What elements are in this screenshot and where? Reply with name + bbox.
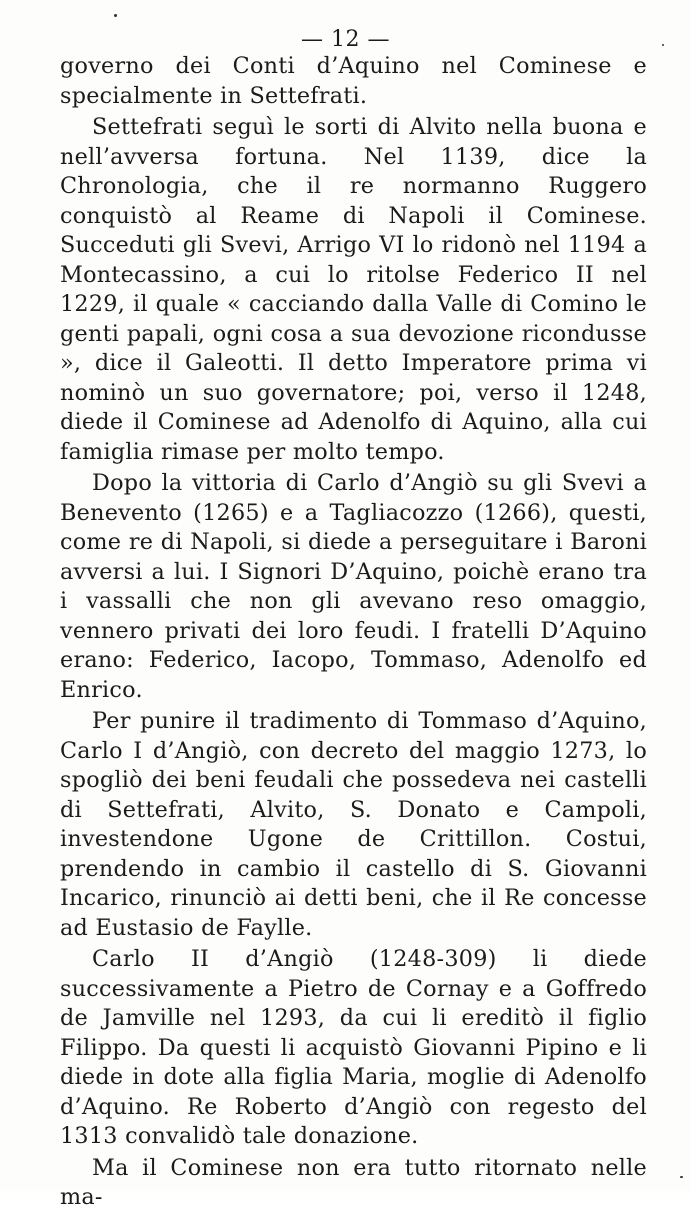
page-number: — 12 — bbox=[301, 27, 390, 52]
paragraph: Settefrati seguì le sorti di Alvito nella buona e nell’avversa fortuna. Nel 1139, dice la Chronologia, che il re normanno Ruggero conquistò al Reame di Napoli il Cominese. Succeduti gli Svevi, Arrigo VI lo ridonò nel 1194 a Montecassino, a cui lo ritolse Federico II nel 1229, il quale « cacciando dalla Valle di Comino le genti papali, ogni cosa a sua devozione ricondusse », dice il Galeotti. Il detto Imperatore prima vi nominò un suo governatore; poi, verso il 1248, diede il Cominese ad Adenolfo di Aquino, alla cui famiglia rimase per molto tempo. bbox=[60, 114, 647, 465]
paragraph: Ma il Cominese non era tutto ritornato nelle ma- bbox=[60, 1154, 647, 1210]
body-text bbox=[60, 52, 647, 1213]
ink-speck bbox=[114, 14, 117, 17]
paragraph-continuation: governo dei Conti d’Aquino nel Cominese e specialmente in Settefrati. bbox=[60, 53, 647, 109]
paragraph: Carlo II d’Angiò (1248-309) li diede successivamente a Pietro de Cornay e a Goffredo de Jamville nel 1293, da cui li ereditò il figlio Filippo. Da questi li acquistò Giovanni Pipino e li diede in dote alla figlia Maria, moglie di Adenolfo d’Aquino. Re Roberto d’Angiò con regesto del 1313 convalidò tale donazione. bbox=[60, 946, 647, 1149]
paragraph: Dopo la vittoria di Carlo d’Angiò su gli Svevi a Benevento (1265) e a Tagliacozzo (1266), questi, come re di Napoli, si diede a perseguitare i Baroni avversi a lui. I Signori D’Aquino, poichè erano tra i vassalli che non gli avevano reso omaggio, vennero privati dei loro feudi. I fratelli D’Aquino erano: Federico, Iacopo, Tommaso, Adenolfo ed Enrico. bbox=[60, 470, 647, 703]
ink-speck bbox=[680, 1176, 683, 1178]
paragraph: Per punire il tradimento di Tommaso d’Aquino, Carlo I d’Angiò, con decreto del maggio 1273, lo spogliò dei beni feudali che possedeva nei castelli di Settefrati, Alvito, S. Donato e Campoli, investendone Ugone de Crittillon. Costui, prendendo in cambio il castello di S. Giovanni Incarico, rinunciò ai detti beni, che il Re concesse ad Eustasio de Faylle. bbox=[60, 708, 647, 941]
